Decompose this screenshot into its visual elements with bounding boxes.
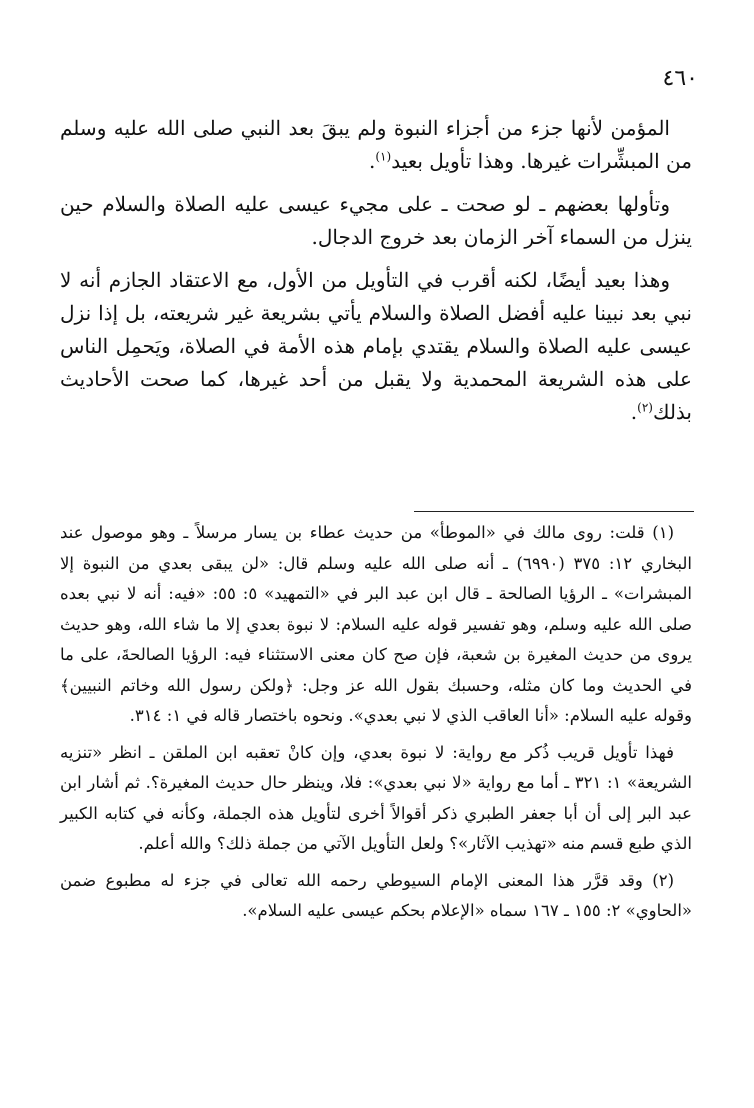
page-number: ٤٦٠	[662, 66, 698, 91]
footnotes	[60, 518, 692, 933]
main-paragraph-3-text: وهذا بعيد أيضًا، لكنه أقرب في التأويل من الأول، مع الاعتقاد الجازم أنه لا نبي بعد نبينا عليه أفضل الصلاة والسلام يأتي بشريعة غير شريعته، بل إذا نزل عيسى عليه الصلاة والسلام يقتدي بإمام هذه الأمة في الصلاة، ويَحمِل الناس على هذه الشريعة المحمدية ولا يقبل من أحد غيرها، كما صحت الأحاديث بذلك	[60, 268, 692, 424]
main-paragraph-1-text: المؤمن لأنها جزء من أجزاء النبوة ولم يبقَ بعد النبي صلى الله عليه وسلم من المبشِّرات غيرها. وهذا تأويل بعيد	[60, 116, 692, 173]
footnote-marker-2: (٢)	[637, 400, 653, 415]
main-text	[60, 112, 692, 439]
main-paragraph-1-end: .	[369, 149, 376, 173]
footnote-divider	[414, 511, 694, 512]
main-paragraph-1	[60, 112, 692, 178]
main-paragraph-2	[60, 188, 692, 254]
main-paragraph-3-end: .	[630, 400, 638, 424]
main-paragraph-3	[60, 264, 692, 429]
footnote-1-continued: فهذا تأويل قريب ذُكر مع رواية: لا نبوة بعدي، وإن كانْ تعقبه ابن الملقن ـ انظر «تنزيه الشريعة» ١: ٣٢١ ـ أما مع رواية «لا نبي بعدي»: فلا، وينظر حال حديث المغيرة؟. ثم أشار ابن عبد البر إلى أن أبا جعفر الطبري ذكر أقوالاً أخرى لتأويل هذه الجملة، وكأنه في كتابه الكبير الذي طبع قسم منه «تهذيب الآثار»؟ ولعل التأويل الآتي من جملة ذلك؟ والله أعلم.	[60, 742, 692, 853]
footnote-2: (٢) وقد قرَّر هذا المعنى الإمام السيوطي رحمه الله تعالى في جزء له مطبوع ضمن «الحاوي» ٢: ١٥٥ ـ ١٦٧ سماه «الإعلام بحكم عيسى عليه السلام».	[60, 870, 692, 920]
footnote-1: (١) قلت: روى مالك في «الموطأ» من حديث عطاء بن يسار مرسلاً ـ وهو موصول عند البخاري ١٢: ٣٧٥ (٦٩٩٠) ـ أنه صلى الله عليه وسلم قال: «لن يبقى بعدي من النبوة إلا المبشرات» ـ الرؤيا الصالحة ـ قال ابن عبد البر في «التمهيد» ٥: ٥٥: «فيه: أنه لا نبي بعده صلى الله عليه وسلم، وهو تفسير قوله عليه السلام: لا نبوة بعدي إلا ما شاء الله، وهو حديث يروى من حديث المغيرة بن شعبة، فإن صح كان معنى الاستثناء فيه: الرؤيا الصالحةَ، على ما في الحديث وما كان مثله، وحسبك بقول الله عز وجل: ﴿ولكن رسول الله وخاتم النبيين﴾ وقوله عليه السلام: «أنا العاقب الذي لا نبي بعدي». ونحوه باختصار قاله في ١: ٣١٤.	[60, 523, 693, 725]
main-paragraph-2-text: وتأولها بعضهم ـ لو صحت ـ على مجيء عيسى عليه الصلاة والسلام حين ينزل من السماء آخر الزمان بعد خروج الدجال.	[60, 192, 692, 249]
footnote-marker-1: (١)	[375, 149, 392, 164]
